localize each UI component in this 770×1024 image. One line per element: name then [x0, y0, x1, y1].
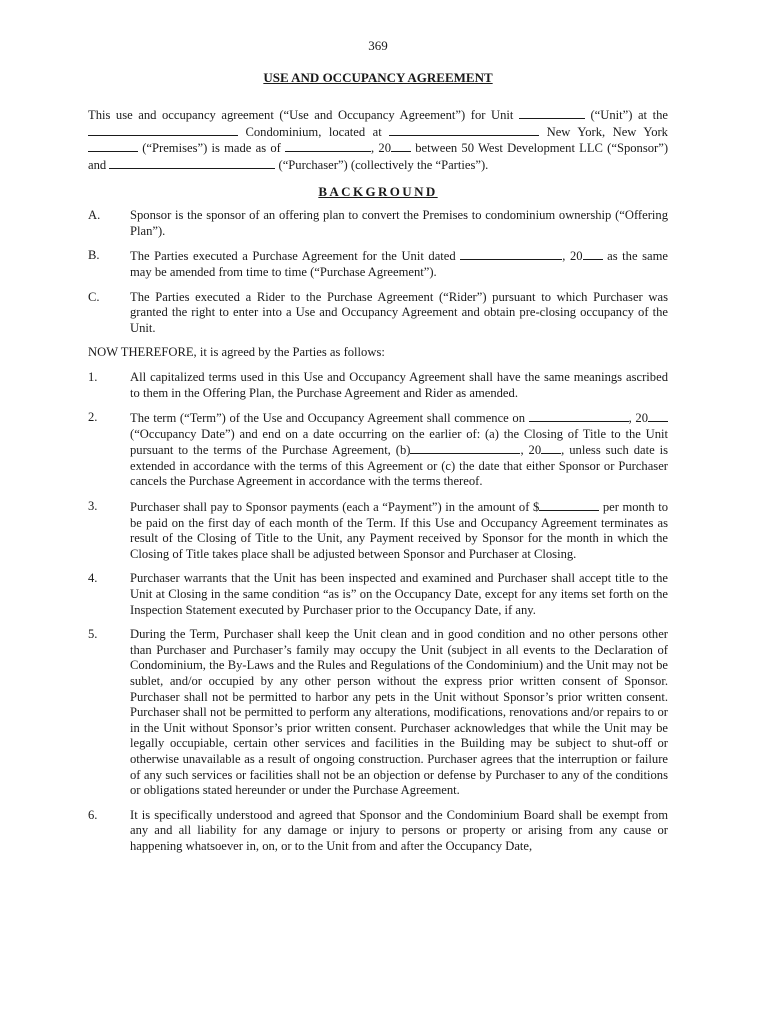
- address-blank: [389, 124, 539, 136]
- payment-amount-blank: [539, 499, 599, 511]
- clause-1: [88, 370, 668, 401]
- outside-year-blank: [541, 442, 561, 454]
- condominium-name-blank: [88, 124, 238, 136]
- item-b-text-2: , 20: [562, 249, 583, 264]
- clause-4: [88, 571, 668, 618]
- clause-label: 4.: [88, 571, 98, 586]
- purchaser-name-blank: [109, 157, 275, 169]
- clause-label: 3.: [88, 499, 98, 514]
- clause-label: 1.: [88, 369, 98, 384]
- outside-date-blank: [410, 442, 520, 454]
- intro-text-6: , 20: [371, 141, 392, 156]
- unit-number-blank: [519, 107, 585, 119]
- clause-text: It is specifically understood and agreed that Sponsor and the Condominium Board shall be exempt from any and all liability for any damage or injury to persons or property or arising from any cause or happening whatsoever in, on, or to the Unit from and after the Occupancy Date,: [130, 807, 668, 853]
- intro-text-5: (“Premises”) is made as of: [142, 141, 281, 156]
- intro-text-2: (“Unit”) at the: [590, 108, 668, 123]
- agreement-year-blank: [391, 140, 411, 152]
- clause-2: [88, 410, 668, 490]
- clause-5: [88, 627, 668, 799]
- clause-2-text-1: The term (“Term”) of the Use and Occupancy Agreement shall commence on: [130, 411, 525, 426]
- commencement-year-blank: [648, 410, 668, 422]
- clause-3-text-2: per month to be paid on the first day of each month of the Term. If this Use and Occupancy Agreement terminates as result of the Closing of Title to the Unit, any Payment received by Sponsor for the month in which the Closing of Title takes place shall be adjusted between Sponsor and Purchaser at Closing.: [130, 500, 668, 561]
- clause-text: [130, 410, 668, 490]
- clause-2-text-4: , 20: [520, 443, 542, 458]
- intro-paragraph: [88, 107, 668, 173]
- clause-3: [88, 499, 668, 562]
- page-number: 369: [368, 38, 388, 53]
- item-b-text-3: as the same may be amended from time to time (“Purchase Agreement”).: [130, 249, 668, 279]
- clause-2-text-2: , 20: [628, 411, 649, 426]
- intro-text-1: This use and occupancy agreement (“Use and Occupancy Agreement”) for Unit: [88, 108, 514, 123]
- item-text: The Parties executed a Rider to the Purchase Agreement (“Rider”) pursuant to which Purchaser was granted the right to enter into a Use and Occupancy Agreement and obtain pre-closing occupancy of the Unit.: [130, 289, 668, 335]
- purchase-agreement-year-blank: [583, 248, 603, 260]
- commencement-date-blank: [529, 410, 629, 422]
- intro-text-4: New York, New York: [546, 124, 668, 139]
- premises-blank: [88, 140, 138, 152]
- clause-3-text-1: Purchaser shall pay to Sponsor payments (each a “Payment”) in the amount of $: [130, 500, 540, 515]
- item-text: [130, 248, 668, 280]
- item-label: B.: [88, 248, 100, 263]
- clause-text: Purchaser warrants that the Unit has been inspected and examined and Purchaser shall accept title to the Unit at Closing in the same condition “as is” on the Occupancy Date, except for any items set forth on the Inspection Statement executed by Purchaser prior to the Occupancy Date, if any.: [130, 571, 668, 617]
- background-heading: BACKGROUND: [318, 183, 438, 199]
- clause-text: During the Term, Purchaser shall keep the Unit clean and in good condition and no other persons other than Purchaser and Purchaser’s family may occupy the Unit (subject in all events to the Declaration of Condominium, the By-Laws and the Rules and Regulations of the Condominium) and the Unit may not be sublet, and/or occupied by any other person without the express prior written consent of Sponsor. Purchaser shall not be permitted to harbor any pets in the Unit without Sponsor’s prior written consent. Purchaser shall not be permitted to perform any alterations, modifications, renovations and/or repairs to or in the Unit without Sponsor’s prior written consent. Purchaser acknowledges that while the Unit may be legally occupiable, certain other services and facilities in the Building may be subject to shut-off or otherwise unavailable as a result of ongoing construction. Purchaser agrees that the interruption or failure of any such services or facilities shall not be an objection or defense by Purchaser to any of the conditions or obligations stated hereunder or under the Purchase Agreement.: [130, 627, 668, 798]
- clause-label: 6.: [88, 807, 98, 822]
- clause-label: 5.: [88, 627, 98, 642]
- clause-6: [88, 808, 668, 855]
- background-item-c: [88, 290, 668, 337]
- intro-text-8: (“Purchaser”) (collectively the “Parties”).: [278, 157, 489, 172]
- item-label: C.: [88, 289, 100, 304]
- clause-text: [130, 499, 668, 562]
- document-title: USE AND OCCUPANCY AGREEMENT: [263, 69, 493, 85]
- intro-text-3: Condominium, located at: [245, 124, 382, 139]
- clause-text: All capitalized terms used in this Use and Occupancy Agreement shall have the same meanings ascribed to them in the Offering Plan, the Purchase Agreement and Rider as amended.: [130, 369, 668, 400]
- agreement-date-blank: [285, 140, 371, 152]
- background-item-a: [88, 208, 668, 239]
- clause-2-text-5: , unless such date is extended in accordance with the terms of this Agreement or (c) the date that either Sponsor or Purchaser cancels the Purchase Agreement in accordance with the terms thereof.: [130, 443, 669, 489]
- purchase-agreement-date-blank: [460, 248, 562, 260]
- background-item-b: [88, 248, 668, 280]
- clause-label: 2.: [88, 410, 98, 425]
- item-label: A.: [88, 208, 101, 223]
- intro-text-7: between 50 West Development LLC (“Sponsor”) and: [88, 141, 669, 172]
- clause-2-text-3: (“Occupancy Date”) and end on a date occurring on the earlier of: (a) the Closing of Title to the Unit pursuant to the terms of the Purchase Agreement, (b): [130, 426, 668, 458]
- item-text: Sponsor is the sponsor of an offering plan to convert the Premises to condominium ownership (“Offering Plan”).: [130, 208, 668, 238]
- now-therefore-line: NOW THEREFORE, it is agreed by the Parties as follows:: [88, 345, 385, 360]
- item-b-text-1: The Parties executed a Purchase Agreement for the Unit dated: [130, 249, 456, 264]
